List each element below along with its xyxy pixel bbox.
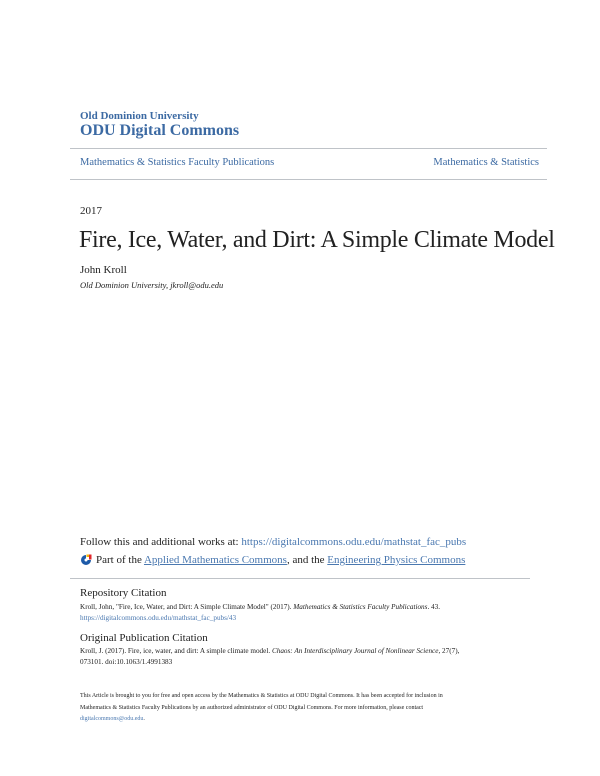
author-affiliation: Old Dominion University, jkroll@odu.edu <box>80 280 224 290</box>
follow-line <box>80 536 466 548</box>
department-link[interactable]: Mathematics & Statistics <box>433 157 539 168</box>
original-text: Kroll, J. (2017). Fire, ice, water, and dirt: A simple climate model. <box>80 647 272 655</box>
citation-series: Mathematics & Statistics Faculty Publications <box>293 603 428 611</box>
part-of-line <box>80 554 465 566</box>
original-rest: , 27(7), <box>438 647 460 655</box>
citation-text: Kroll, John, "Fire, Ice, Water, and Dirt: A Simple Climate Model" (2017). <box>80 603 294 611</box>
article-title: Fire, Ice, Water, and Dirt: A Simple Climate Model <box>79 227 555 253</box>
citation-divider <box>70 578 530 579</box>
follow-url-link[interactable]: https://digitalcommons.odu.edu/mathstat_fac_pubs <box>241 536 467 548</box>
original-citation-heading: Original Publication Citation <box>80 632 208 644</box>
footer-period: . <box>143 716 145 722</box>
contact-email-link[interactable]: digitalcommons@odu.edu <box>80 716 144 722</box>
nav-divider <box>70 179 547 180</box>
header-divider <box>70 148 547 149</box>
footer-line-2: Mathematics & Statistics Faculty Publications by an authorized administrator of ODU Digital Commons. For more information, please contact <box>80 705 424 711</box>
original-citation-text <box>80 647 459 655</box>
original-journal: Chaos: An Interdisciplinary Journal of Nonlinear Science <box>271 647 439 655</box>
repository-citation-url[interactable]: https://digitalcommons.odu.edu/mathstat_fac_pubs/43 <box>80 614 237 622</box>
footer-line-3 <box>80 716 145 722</box>
part-of-prefix: Part of the <box>96 554 144 566</box>
repository-citation-heading: Repository Citation <box>80 587 167 599</box>
repository-citation-text <box>80 603 440 611</box>
series-link[interactable]: Mathematics & Statistics Faculty Publications <box>80 157 275 168</box>
citation-number: . 43. <box>427 603 441 611</box>
footer-line-1: This Article is brought to you for free and open access by the Mathematics & Statistics at ODU Digital Commons. It has been accepted for inclusion in <box>80 693 443 699</box>
part-of-middle: , and the <box>286 554 328 566</box>
author-name: John Kroll <box>80 264 127 276</box>
original-citation-doi: 073101. doi:10.1063/1.4991383 <box>80 658 173 666</box>
repository-name[interactable]: ODU Digital Commons <box>80 122 240 139</box>
publication-year: 2017 <box>80 205 102 217</box>
engineering-physics-commons-link[interactable]: Engineering Physics Commons <box>327 554 466 566</box>
bepress-icon <box>80 554 92 566</box>
university-name: Old Dominion University <box>80 110 199 122</box>
applied-mathematics-commons-link[interactable]: Applied Mathematics Commons <box>143 554 287 566</box>
follow-prefix: Follow this and additional works at: <box>80 536 242 548</box>
